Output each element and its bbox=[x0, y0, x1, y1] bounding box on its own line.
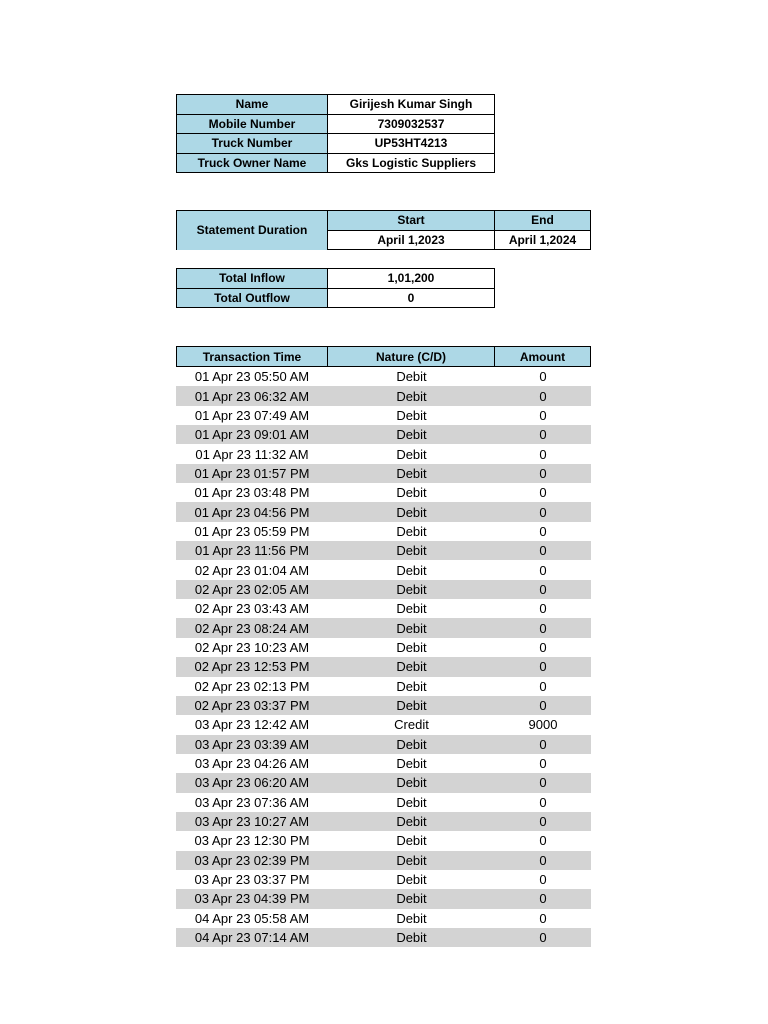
owner-label: Truck Owner Name bbox=[177, 153, 328, 173]
table-row bbox=[176, 580, 591, 599]
nature-cell: Debit bbox=[396, 369, 427, 385]
nature-cell: Credit bbox=[394, 717, 429, 733]
statement-duration-label: Statement Duration bbox=[177, 211, 328, 250]
nature-cell: Debit bbox=[396, 872, 427, 888]
amount-cell: 0 bbox=[539, 427, 547, 443]
header-amount: Amount bbox=[495, 347, 591, 367]
amount-cell: 0 bbox=[539, 833, 547, 849]
transactions-list bbox=[176, 367, 591, 947]
mobile-label: Mobile Number bbox=[177, 114, 328, 134]
table-row bbox=[176, 444, 591, 463]
nature-cell: Debit bbox=[396, 446, 427, 462]
end-label: End bbox=[495, 211, 591, 231]
transactions-header bbox=[176, 346, 591, 367]
amount-cell: 0 bbox=[539, 485, 547, 501]
table-row bbox=[176, 522, 591, 541]
table-row bbox=[176, 889, 591, 908]
driver-info-table bbox=[176, 94, 495, 173]
transaction-time-cell: 02 Apr 23 03:37 PM bbox=[194, 698, 310, 714]
transaction-time-cell: 03 Apr 23 02:39 PM bbox=[194, 852, 310, 868]
truck-number-value: UP53HT4213 bbox=[328, 134, 495, 154]
total-inflow-value: 1,01,200 bbox=[328, 269, 495, 289]
nature-cell: Debit bbox=[396, 736, 427, 752]
amount-cell: 0 bbox=[539, 756, 547, 772]
transaction-time-cell: 03 Apr 23 12:42 AM bbox=[194, 717, 310, 733]
amount-cell: 0 bbox=[539, 543, 547, 559]
owner-value: Gks Logistic Suppliers bbox=[328, 153, 495, 173]
total-outflow-label: Total Outflow bbox=[177, 288, 328, 308]
table-row bbox=[176, 464, 591, 483]
nature-cell: Debit bbox=[396, 620, 427, 636]
amount-cell: 0 bbox=[539, 562, 547, 578]
mobile-value: 7309032537 bbox=[328, 114, 495, 134]
nature-cell: Debit bbox=[396, 756, 427, 772]
amount-cell: 0 bbox=[539, 581, 547, 597]
nature-cell: Debit bbox=[396, 930, 427, 946]
table-row bbox=[176, 618, 591, 637]
start-value: April 1,2023 bbox=[328, 230, 495, 250]
transaction-time-cell: 03 Apr 23 04:39 PM bbox=[194, 891, 310, 907]
nature-cell: Debit bbox=[396, 678, 427, 694]
truck-number-label: Truck Number bbox=[177, 134, 328, 154]
transaction-time-cell: 02 Apr 23 12:53 PM bbox=[194, 659, 310, 675]
transaction-time-cell: 02 Apr 23 03:43 AM bbox=[194, 601, 310, 617]
table-row bbox=[176, 793, 591, 812]
amount-cell: 0 bbox=[539, 388, 547, 404]
transaction-time-cell: 03 Apr 23 12:30 PM bbox=[194, 833, 310, 849]
table-row bbox=[176, 483, 591, 502]
info-row-truck bbox=[177, 134, 495, 154]
nature-cell: Debit bbox=[396, 833, 427, 849]
transaction-time-cell: 03 Apr 23 10:27 AM bbox=[194, 814, 310, 830]
transaction-time-cell: 03 Apr 23 04:26 AM bbox=[194, 756, 310, 772]
transaction-time-cell: 01 Apr 23 07:49 AM bbox=[194, 407, 310, 423]
transaction-time-cell: 01 Apr 23 06:32 AM bbox=[194, 388, 310, 404]
amount-cell: 0 bbox=[539, 794, 547, 810]
table-row bbox=[176, 560, 591, 579]
amount-cell: 0 bbox=[539, 465, 547, 481]
nature-cell: Debit bbox=[396, 543, 427, 559]
nature-cell: Debit bbox=[396, 485, 427, 501]
transaction-time-cell: 02 Apr 23 02:05 AM bbox=[194, 581, 310, 597]
transaction-time-cell: 01 Apr 23 11:56 PM bbox=[195, 543, 309, 559]
nature-cell: Debit bbox=[396, 814, 427, 830]
nature-cell: Debit bbox=[396, 465, 427, 481]
table-row bbox=[176, 812, 591, 831]
amount-cell: 0 bbox=[539, 504, 547, 520]
amount-cell: 0 bbox=[539, 698, 547, 714]
nature-cell: Debit bbox=[396, 891, 427, 907]
amount-cell: 0 bbox=[539, 852, 547, 868]
table-row bbox=[176, 773, 591, 792]
nature-cell: Debit bbox=[396, 659, 427, 675]
table-row bbox=[176, 754, 591, 773]
amount-cell: 0 bbox=[539, 407, 547, 423]
info-row-owner bbox=[177, 153, 495, 173]
amount-cell: 0 bbox=[539, 446, 547, 462]
nature-cell: Debit bbox=[396, 388, 427, 404]
total-outflow-value: 0 bbox=[328, 288, 495, 308]
transaction-time-cell: 01 Apr 23 04:56 PM bbox=[194, 504, 310, 520]
transaction-time-cell: 01 Apr 23 11:32 AM bbox=[195, 446, 309, 462]
name-value: Girijesh Kumar Singh bbox=[328, 95, 495, 115]
transaction-time-cell: 01 Apr 23 09:01 AM bbox=[194, 427, 310, 443]
amount-cell: 0 bbox=[539, 639, 547, 655]
nature-cell: Debit bbox=[396, 601, 427, 617]
transaction-time-cell: 03 Apr 23 06:20 AM bbox=[194, 775, 310, 791]
info-row-mobile bbox=[177, 114, 495, 134]
table-row bbox=[176, 677, 591, 696]
table-row bbox=[176, 386, 591, 405]
nature-cell: Debit bbox=[396, 523, 427, 539]
amount-cell: 0 bbox=[539, 891, 547, 907]
transaction-time-cell: 01 Apr 23 05:50 AM bbox=[194, 369, 310, 385]
table-row bbox=[176, 367, 591, 386]
flow-summary-table bbox=[176, 268, 495, 308]
amount-cell: 0 bbox=[539, 814, 547, 830]
nature-cell: Debit bbox=[396, 639, 427, 655]
table-row bbox=[176, 657, 591, 676]
amount-cell: 0 bbox=[539, 659, 547, 675]
table-row bbox=[176, 599, 591, 618]
table-row bbox=[176, 638, 591, 657]
table-row bbox=[176, 425, 591, 444]
transaction-time-cell: 03 Apr 23 03:37 PM bbox=[194, 872, 310, 888]
nature-cell: Debit bbox=[396, 562, 427, 578]
name-label: Name bbox=[177, 95, 328, 115]
amount-cell: 0 bbox=[539, 736, 547, 752]
amount-cell: 0 bbox=[539, 775, 547, 791]
statement-duration-table bbox=[176, 210, 591, 250]
transaction-time-cell: 02 Apr 23 10:23 AM bbox=[194, 639, 310, 655]
table-row bbox=[176, 715, 591, 734]
transaction-time-cell: 03 Apr 23 07:36 AM bbox=[194, 794, 310, 810]
transaction-time-cell: 01 Apr 23 01:57 PM bbox=[194, 465, 310, 481]
amount-cell: 0 bbox=[539, 523, 547, 539]
transaction-time-cell: 04 Apr 23 07:14 AM bbox=[194, 930, 310, 946]
start-label: Start bbox=[328, 211, 495, 231]
header-nature: Nature (C/D) bbox=[328, 347, 495, 367]
end-value: April 1,2024 bbox=[495, 230, 591, 250]
table-row bbox=[176, 928, 591, 947]
transaction-time-cell: 02 Apr 23 01:04 AM bbox=[194, 562, 310, 578]
nature-cell: Debit bbox=[396, 852, 427, 868]
transaction-time-cell: 03 Apr 23 03:39 AM bbox=[194, 736, 310, 752]
nature-cell: Debit bbox=[396, 910, 427, 926]
amount-cell: 0 bbox=[539, 678, 547, 694]
transaction-time-cell: 01 Apr 23 05:59 PM bbox=[194, 523, 310, 539]
nature-cell: Debit bbox=[396, 698, 427, 714]
table-row bbox=[176, 406, 591, 425]
nature-cell: Debit bbox=[396, 794, 427, 810]
transaction-time-cell: 02 Apr 23 02:13 PM bbox=[194, 678, 310, 694]
nature-cell: Debit bbox=[396, 581, 427, 597]
amount-cell: 0 bbox=[539, 369, 547, 385]
amount-cell: 0 bbox=[539, 930, 547, 946]
table-row bbox=[176, 735, 591, 754]
amount-cell: 0 bbox=[539, 601, 547, 617]
nature-cell: Debit bbox=[396, 427, 427, 443]
header-transaction-time: Transaction Time bbox=[177, 347, 328, 367]
transaction-time-cell: 04 Apr 23 05:58 AM bbox=[194, 910, 310, 926]
amount-cell: 0 bbox=[539, 872, 547, 888]
table-row bbox=[176, 541, 591, 560]
transaction-time-cell: 01 Apr 23 03:48 PM bbox=[194, 485, 310, 501]
nature-cell: Debit bbox=[396, 407, 427, 423]
table-row bbox=[176, 696, 591, 715]
total-inflow-label: Total Inflow bbox=[177, 269, 328, 289]
table-row bbox=[176, 502, 591, 521]
transaction-time-cell: 02 Apr 23 08:24 AM bbox=[194, 620, 310, 636]
amount-cell: 0 bbox=[539, 620, 547, 636]
nature-cell: Debit bbox=[396, 504, 427, 520]
table-row bbox=[176, 851, 591, 870]
table-row bbox=[176, 831, 591, 850]
table-row bbox=[176, 870, 591, 889]
amount-cell: 0 bbox=[539, 910, 547, 926]
nature-cell: Debit bbox=[396, 775, 427, 791]
info-row-name bbox=[177, 95, 495, 115]
amount-cell: 9000 bbox=[528, 717, 558, 733]
table-row bbox=[176, 909, 591, 928]
